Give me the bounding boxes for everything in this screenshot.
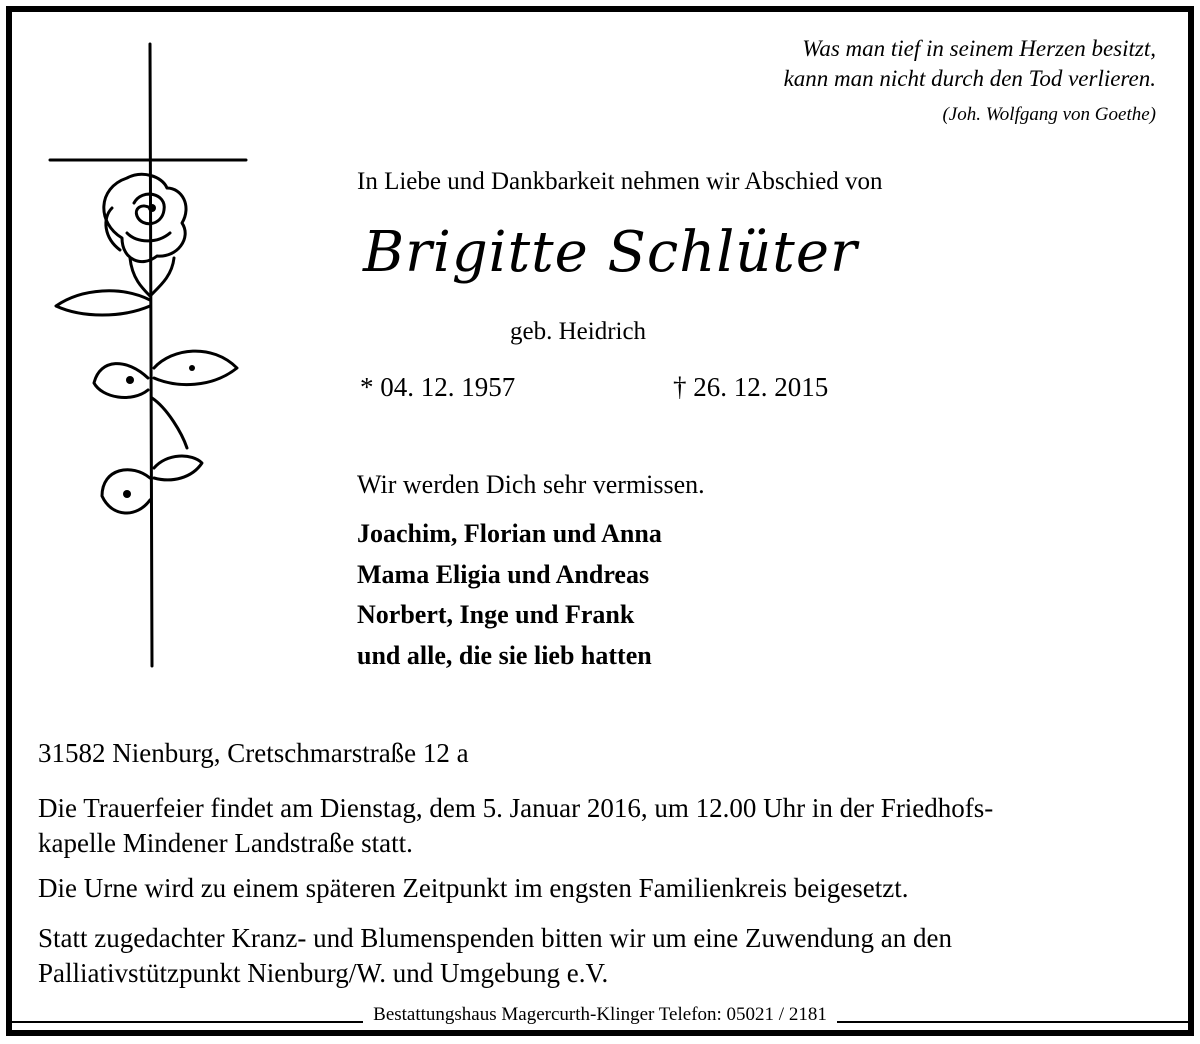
footer <box>0 1004 1200 1026</box>
donation-text-line-2: Palliativstützpunkt Nienburg/W. und Umgebung e.V. <box>38 958 609 988</box>
quote-line-2: kann man nicht durch den Tod verlieren. <box>783 66 1156 91</box>
quote-source: (Joh. Wolfgang von Goethe) <box>942 104 1156 125</box>
donation-text-line-1: Statt zugedachter Kranz- und Blumenspenden bitten wir um eine Zuwendung an den <box>38 923 952 953</box>
intro-text: In Liebe und Dankbarkeit nehmen wir Abschied von <box>357 168 883 195</box>
mourner-line: und alle, die sie lieb hatten <box>357 641 652 670</box>
mourner-line: Joachim, Florian und Anna <box>357 519 662 548</box>
ceremony-text-line-1: Die Trauerfeier findet am Dienstag, dem 5. Januar 2016, um 12.00 Uhr in der Friedhofs- <box>38 793 994 823</box>
mourner-line: Mama Eligia und Andreas <box>357 560 650 589</box>
urn-text: Die Urne wird zu einem späteren Zeitpunkt im engsten Familienkreis beigesetzt. <box>38 873 909 903</box>
death-date: † 26. 12. 2015 <box>673 372 829 402</box>
funeral-home-contact: Bestattungshaus Magercurth-Klinger Telefon: 05021 / 2181 <box>363 1004 837 1026</box>
maiden-name: geb. Heidrich <box>510 318 647 345</box>
birth-date: * 04. 12. 1957 <box>360 372 516 402</box>
quote-line-1: Was man tief in seinem Herzen besitzt, <box>802 36 1156 61</box>
cross-with-rose-icon <box>42 38 254 673</box>
address: 31582 Nienburg, Cretschmarstraße 12 a <box>38 738 469 768</box>
ceremony-text-line-2: kapelle Mindener Landstraße statt. <box>38 828 413 858</box>
farewell-text: Wir werden Dich sehr vermissen. <box>357 470 705 499</box>
deceased-name: Brigitte Schlüter <box>363 220 858 285</box>
mourner-line: Norbert, Inge und Frank <box>357 600 635 629</box>
